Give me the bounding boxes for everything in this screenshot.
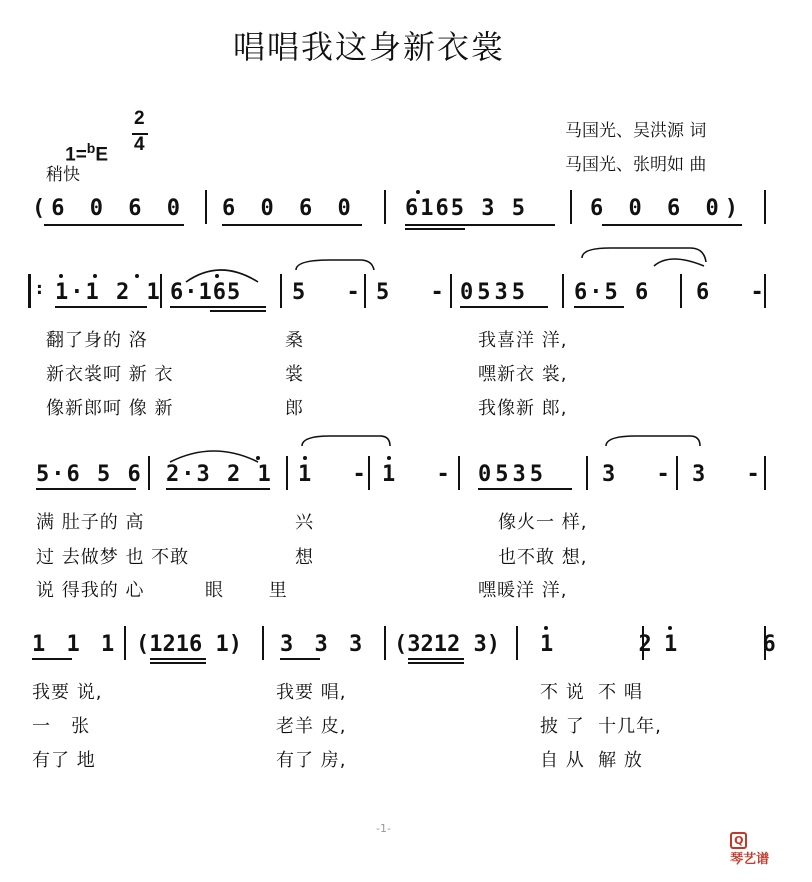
octave-dot [135,274,139,278]
lyric-line: 有了 房, [276,750,347,771]
time-signature-top: 2 [134,108,145,129]
lyric-line: 也不敢 想, [498,547,588,568]
lyric-line: 桑 [285,330,304,351]
measure-notes: 6165 3 5 [405,196,527,221]
octave-dot [303,456,307,460]
lyric-line: 嘿暖洋 洋, [478,580,568,601]
lyric-line: 像火一 样, [498,512,588,533]
lyric-line: 郎 [285,398,304,419]
measure-notes: 6 0 6 0) [590,196,744,221]
measure-notes: (3212 3) [394,632,500,657]
key-prefix: 1= [65,144,87,166]
logo-mark-icon: Q [730,832,747,849]
measure-notes: 6·5 6 [574,280,651,305]
octave-dot [387,456,391,460]
measure-notes: 6·165 [170,280,242,305]
tempo-marking: 稍快 [46,165,80,185]
measure-notes: 1 - [298,462,380,487]
lyric-line: 老羊 皮, [276,716,347,737]
logo-text: 琴艺谱 [730,852,770,867]
measure-notes: 1 6 [664,632,812,657]
measure-notes: 3 - [692,462,774,487]
lyric-line: 我要 唱, [276,682,347,703]
lyric-line: 我像新 郎, [478,398,568,419]
measure-notes: 5 - [376,280,458,305]
lyric-line: 满 肚子的 高 [36,512,145,533]
tie [302,436,390,446]
site-logo [712,818,769,882]
song-title: 唱唱我这身新衣裳 [233,28,506,66]
measure-notes: 1·1 2 1 [55,280,162,305]
tie [606,436,700,446]
slur [186,270,258,282]
repeat-dots: : [34,278,45,299]
lyric-line: 翻了身的 洛 [46,330,148,351]
measure-notes: 5·6 5 6 [36,462,143,487]
octave-dot [215,274,219,278]
lyric-line: 想 [295,547,314,568]
time-signature-bottom: 4 [134,134,145,155]
measure-notes: 1 2 [540,632,688,657]
measure-notes: 1 1 1 [32,632,119,657]
measure-notes: 3 - [602,462,684,487]
lyric-line: 像新郎呵 像 新 [46,398,174,419]
lyric-line: 一 张 [32,716,91,737]
measure-notes: 1 - [382,462,464,487]
octave-dot [256,456,260,460]
measure-notes: 3 3 3 [280,632,367,657]
lyric-line: 披 了 十几年, [540,716,662,737]
measure-notes: 6 0 6 0 [222,196,357,221]
lyric-line: 过 去做梦 也 不敢 [36,547,190,568]
measure-notes: 5 - [292,280,374,305]
lyric-line: 我要 说, [32,682,103,703]
lyric-line: 眼 里 [205,580,307,601]
key-note: E [95,144,109,166]
flat-sign: b [86,140,96,156]
octave-dot [59,274,63,278]
tie [296,260,374,270]
lyric-line: 有了 地 [32,750,96,771]
lyric-line: 兴 [295,512,314,533]
lyric-line: 嘿新衣 裳, [478,364,568,385]
composer-credit: 马国光、张明如 曲 [565,155,707,175]
octave-dot [416,190,420,194]
lyric-line: 说 得我的 心 [36,580,145,601]
measure-notes: 2·3 2 1 [166,462,273,487]
slur [170,451,258,462]
measure-notes: 0535 [460,280,529,305]
page-number: -1- [376,822,391,835]
lyricist-credit: 马国光、吴洪源 词 [565,121,707,141]
lyric-line: 不 说 不 唱 [540,682,643,703]
tie [654,259,704,266]
octave-dot [668,626,672,630]
measure-notes: (1216 1) [136,632,242,657]
octave-dot [544,626,548,630]
measure-notes: 6 - [696,280,778,305]
measure-notes: 0535 [478,462,547,487]
lyric-line: 裳 [285,364,304,385]
measure-notes: (6 0 6 0 [32,196,186,221]
lyric-line: 新衣裳呵 新 衣 [46,364,174,385]
lyric-line: 自 从 解 放 [540,750,643,771]
lyric-line: 我喜洋 洋, [478,330,568,351]
octave-dot [93,274,97,278]
